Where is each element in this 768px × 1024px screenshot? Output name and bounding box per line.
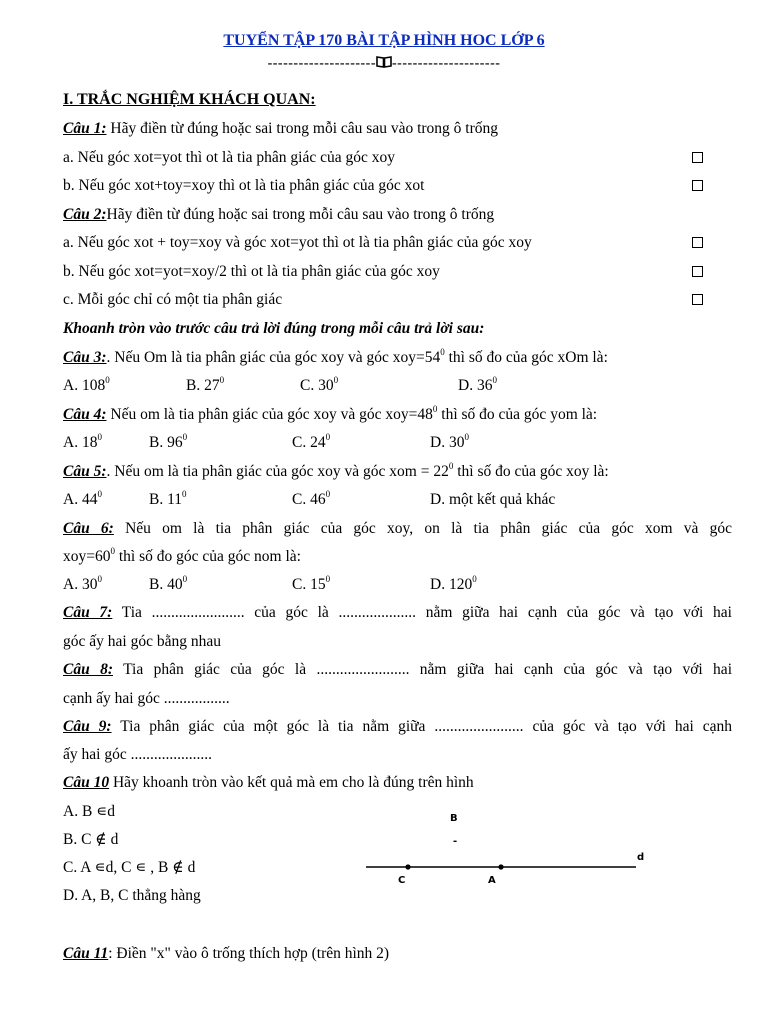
q11-label: Câu 11	[63, 945, 109, 962]
q5-option-d[interactable]: D. một kết quả khác	[430, 491, 556, 508]
q5-option-c[interactable]: C. $46^0$	[292, 489, 331, 508]
q4-text-pre: Nếu om là tia phân giác của góc xoy và góc xoy=48	[106, 406, 433, 423]
q10-option-d[interactable]: D. A, B, C thẳng hàng	[63, 887, 201, 904]
q10-option-a[interactable]: A. B ∊d	[63, 803, 116, 820]
question-8-line-1: Câu 8: Tia phân giác của góc là ........................ nằm giữa hai cạnh của góc và tạo với hai	[63, 661, 732, 678]
question-8-line-2: cạnh ấy hai góc .................	[63, 690, 230, 707]
question-7-line-2: góc ấy hai góc bằng nhau	[63, 633, 221, 650]
q10-option-b[interactable]: B. C ∉ d	[63, 831, 119, 848]
question-3	[63, 348, 608, 368]
q6-line1: Nếu om là tia phân giác của góc xoy, on là tia phân giác của góc xom và góc	[113, 520, 733, 537]
rule-right: ---------------------	[392, 56, 501, 71]
q2-label: Câu 2:	[63, 206, 107, 223]
q2-statement-b: b. Nếu góc xot=yot=xoy/2 thì ot là tia phân giác của góc xoy	[63, 263, 440, 280]
q1-text: Hãy điền từ đúng hoặc sai trong mỗi câu sau vào trong ô trống	[106, 120, 499, 137]
rule-left: ---------------------	[267, 56, 376, 71]
q2-statement-c: c. Mỗi góc chỉ có một tia phân giác	[63, 291, 283, 308]
question-4	[63, 405, 597, 425]
q5-option-a[interactable]: A. $44^0$	[63, 489, 102, 508]
degree-mark: 0	[440, 347, 445, 357]
q4-text-post: thì số đo của góc yom là:	[437, 406, 598, 423]
q3-option-c[interactable]: C. $30^0$	[300, 375, 339, 394]
q5-label: Câu 5:	[63, 463, 107, 480]
q1-a-checkbox[interactable]	[692, 152, 703, 163]
question-1	[63, 119, 498, 139]
label-point-b: B	[450, 813, 458, 824]
question-11: Câu 11: Điền "x" vào ô trống thích hợp (trên hình 2)	[63, 945, 390, 962]
q6-option-c[interactable]: C. $15^0$	[292, 574, 331, 593]
q2-text: Hãy điền từ đúng hoặc sai trong mỗi câu sau vào trong ô trống	[106, 206, 495, 223]
question-6-line-2: $xoy=60^0$ thì số đo góc của góc nom là:	[63, 546, 301, 565]
q4-option-c[interactable]: C. $24^0$	[292, 432, 331, 451]
q6-label: Câu 6:	[63, 520, 114, 537]
q2-b-checkbox[interactable]	[692, 266, 703, 277]
q4-label: Câu 4:	[63, 406, 107, 423]
title-rule	[0, 56, 768, 72]
instruction: Khoanh tròn vào trước câu trả lời đúng trong mỗi câu trả lời sau:	[63, 320, 485, 337]
q6-option-d[interactable]: D. $120^0$	[430, 574, 477, 593]
degree-mark: 0	[432, 404, 438, 414]
q8-label: Câu 8:	[63, 661, 113, 678]
q4-option-d[interactable]: D. $30^0$	[430, 432, 469, 451]
q6-option-a[interactable]: A. $30^0$	[63, 574, 102, 593]
q1-statement-a: a. Nếu góc xot=yot thì ot là tia phân giác của góc xoy	[63, 149, 395, 166]
q3-option-d[interactable]: D. $36^0$	[458, 375, 497, 394]
question-9-line-2: ấy hai góc .....................	[63, 746, 212, 763]
q4-option-a[interactable]: A. $18^0$	[63, 432, 102, 451]
q1-b-checkbox[interactable]	[692, 180, 703, 191]
q1-label: Câu 1:	[63, 120, 107, 137]
q9-label: Câu 9:	[63, 718, 112, 735]
q3-label: Câu 3:	[63, 349, 107, 366]
q7-label: Câu 7:	[63, 604, 113, 621]
question-6-line-1	[63, 519, 732, 539]
q10-label: Câu 10	[63, 774, 110, 791]
book-icon	[376, 56, 392, 68]
question-5	[63, 462, 609, 482]
q2-c-checkbox[interactable]	[692, 294, 703, 305]
label-point-c: C	[398, 875, 406, 886]
q4-option-b[interactable]: B. $96^0$	[149, 432, 188, 451]
document-title: TUYỂN TẬP 170 BÀI TẬP HÌNH HOC LỚP 6	[223, 32, 545, 49]
q2-statement-a: a. Nếu góc xot + toy=xoy và góc xot=yot thì ot là tia phân giác của góc xoy	[63, 234, 532, 251]
question-7-line-1: Câu 7: Tia ........................ của góc là .................... nằm giữa hai cạnh của góc và tạo với hai	[63, 604, 732, 621]
q5-option-b[interactable]: B. $11^0$	[149, 489, 187, 508]
q1-statement-b: b. Nếu góc xot+toy=xoy thì ot là tia phân giác của góc xot	[63, 177, 425, 194]
point-a	[498, 864, 503, 869]
label-line-d: d	[637, 852, 645, 863]
q3-option-b[interactable]: B. $27^0$	[186, 375, 225, 394]
degree-mark: 0	[448, 461, 454, 471]
section-heading: I. TRẮC NGHIỆM KHÁCH QUAN:	[63, 91, 316, 108]
q10-option-c[interactable]: C. A ∊d, C ∊ , B ∉ d	[63, 859, 196, 876]
q5-text-post: thì số đo của góc xoy là:	[453, 463, 609, 480]
question-2	[63, 205, 494, 225]
q2-a-checkbox[interactable]	[692, 237, 703, 248]
question-10: Câu 10 Hãy khoanh tròn vào kết quả mà em cho là đúng trên hình	[63, 774, 474, 791]
point-c	[405, 864, 410, 869]
q3-text-pre: . Nếu Om là tia phân giác của góc xoy và góc xoy=54	[106, 349, 441, 366]
question-9-line-1: Câu 9: Tia phân giác của một góc là tia nằm giữa ....................... của góc và tạo với hai cạnh	[63, 718, 732, 735]
q5-text-pre: . Nếu om là tia phân giác của góc xoy và góc xom = 22	[106, 463, 449, 480]
q3-option-a[interactable]: A. $108^0$	[63, 375, 110, 394]
label-point-a: A	[488, 875, 496, 886]
label-dash: -	[453, 836, 458, 847]
q3-text-post: thì số đo của góc xOm là:	[444, 349, 608, 366]
q6-option-b[interactable]: B. $40^0$	[149, 574, 188, 593]
